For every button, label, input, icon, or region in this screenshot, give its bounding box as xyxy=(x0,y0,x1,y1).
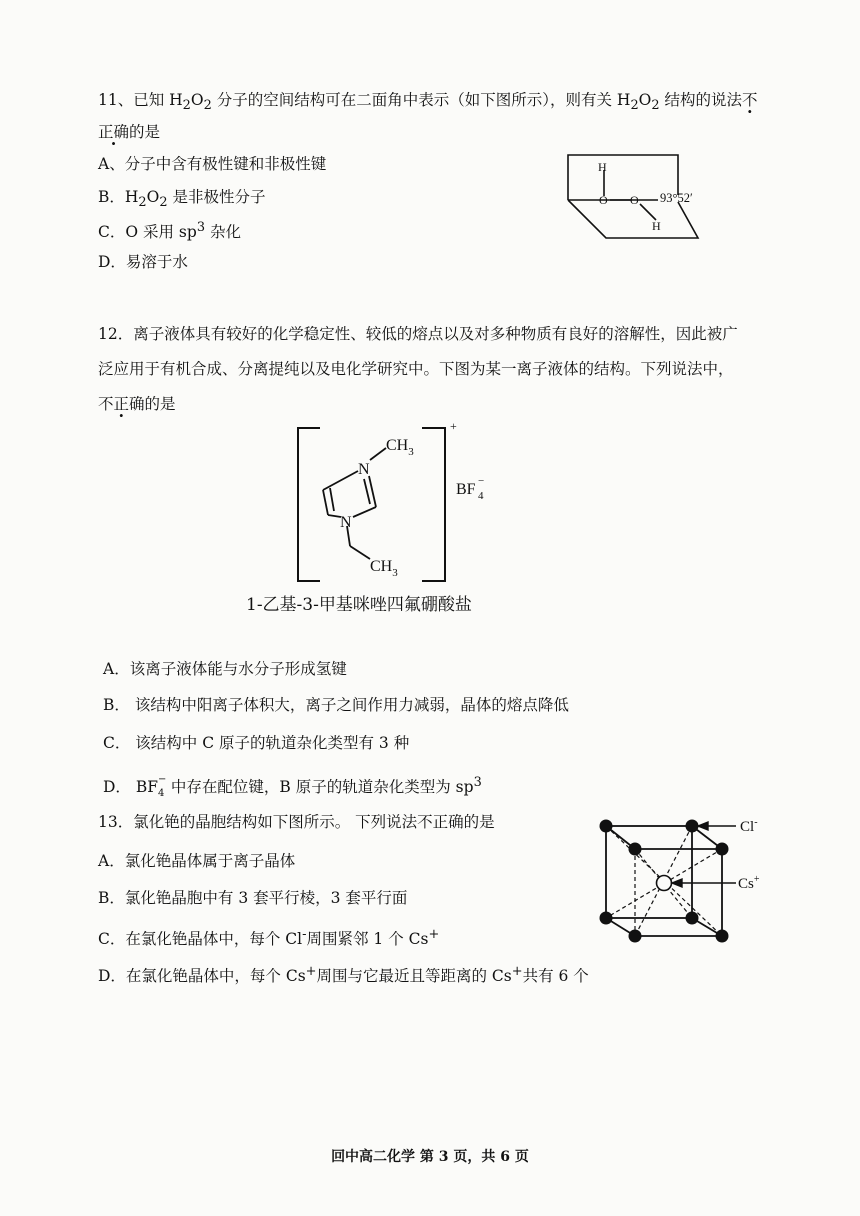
subscript: 2 xyxy=(182,98,191,114)
structure-caption: 1-乙基-3-甲基咪唑四氟硼酸盐 xyxy=(246,595,472,615)
cesium-label xyxy=(738,874,760,892)
q13-option-d xyxy=(98,966,589,985)
nitrogen-label: N xyxy=(340,514,352,531)
option-text: 周围与它最近且等距离的 Cs xyxy=(316,967,512,986)
superscript: - xyxy=(302,927,307,942)
q12-option-c: C． 该结构中 C 原子的轨道杂化类型有 3 种 xyxy=(103,734,410,752)
subscript: 4 xyxy=(478,490,484,502)
superscript: + xyxy=(428,927,440,942)
superscript: + xyxy=(753,874,760,885)
q11-stem-text: 的是 xyxy=(129,123,161,141)
q13-stem: 13．氯化铯的晶胞结构如下图所示。 下列说法不正确的是 xyxy=(98,813,495,831)
q12-stem-line1: 12．离子液体具有较好的化学稳定性、较低的熔点以及对多种物质有良好的溶解性，因此被广 xyxy=(98,325,738,343)
q11-stem xyxy=(98,93,758,113)
option-text: C．O 采用 sp xyxy=(98,223,197,242)
bf4-text: BF xyxy=(456,481,476,498)
q11-stem-text: 11、已知 H xyxy=(98,91,183,109)
page-footer: 回中高二化学 第 3 页，共 6 页 xyxy=(331,1149,529,1165)
ion-text: Cs xyxy=(738,876,754,892)
q11-stem-line2 xyxy=(98,125,160,141)
q12-option-a: A．该离子液体能与水分子形成氢键 xyxy=(103,660,347,678)
methyl-text: CH xyxy=(370,558,393,575)
q12-option-d xyxy=(103,774,482,800)
q13-option-a: A．氯化铯晶体属于离子晶体 xyxy=(98,852,296,870)
ionic-liquid-structure xyxy=(290,418,500,593)
q11-stem-text: O xyxy=(190,91,204,109)
q11-option-c xyxy=(98,222,241,241)
superscript: − xyxy=(478,475,485,487)
subscript: 3 xyxy=(408,446,414,458)
option-text: D． BF xyxy=(103,778,158,797)
q12-stem-line3 xyxy=(98,397,176,413)
methyl-label xyxy=(386,437,414,458)
emphasis-mark: 正确 xyxy=(98,123,130,141)
subscript: 2 xyxy=(138,195,147,211)
superscript: 3 xyxy=(196,220,206,235)
emphasis-mark: 不 xyxy=(742,91,758,109)
superscript: − xyxy=(158,774,167,786)
nitrogen-label: N xyxy=(358,461,370,478)
cscl-unit-cell-figure xyxy=(596,812,786,947)
q11-option-a: A、分子中含有极性键和非极性键 xyxy=(98,155,327,173)
q12-stem-line2: 泛应用于有机合成、分离提纯以及电化学研究中。下图为某一离子液体的结构。下列说法中， xyxy=(98,360,734,378)
emphasis-mark: 不正确 xyxy=(98,395,145,413)
superscript: + xyxy=(511,964,523,979)
option-text: O xyxy=(146,188,160,206)
subscript: 2 xyxy=(203,98,212,114)
superscript: - xyxy=(754,817,758,828)
o-atom-label: O xyxy=(599,193,608,207)
q11-stem-text: 结构的说法 xyxy=(659,91,743,109)
subscript: 4 xyxy=(158,788,165,800)
subscript: 2 xyxy=(630,98,639,114)
option-text: 周围紧邻 1 个 Cs xyxy=(306,930,429,949)
o-atom-label: O xyxy=(630,193,639,207)
subscript: 2 xyxy=(651,98,660,114)
q11-option-b xyxy=(98,190,266,210)
superscript: 3 xyxy=(473,775,482,790)
q12-option-b: B． 该结构中阳离子体积大，离子之间作用力减弱，晶体的熔点降低 xyxy=(103,696,569,714)
bf4-anion-label xyxy=(456,475,484,502)
q11-option-d: D．易溶于水 xyxy=(98,253,188,271)
option-text: 杂化 xyxy=(205,223,241,242)
option-text: 是非极性分子 xyxy=(167,188,266,206)
subscript: 3 xyxy=(392,567,398,579)
subscript: 2 xyxy=(159,195,168,211)
option-text: 共有 6 个 xyxy=(522,967,589,986)
bf4-scripts xyxy=(158,774,167,800)
q12-stem-text: 的是 xyxy=(144,395,176,413)
cation-charge: + xyxy=(450,419,457,433)
option-text: C．在氯化铯晶体中，每个 Cl xyxy=(98,930,303,949)
q11-stem-text: 分子的空间结构可在二面角中表示（如下图所示），则有关 H xyxy=(211,91,631,109)
methyl-text: CH xyxy=(386,437,409,454)
dihedral-angle-label: 93°52′ xyxy=(660,191,693,205)
q13-option-c xyxy=(98,929,439,948)
option-text: 中存在配位键，B 原子的轨道杂化类型为 sp xyxy=(166,778,474,797)
h2o2-dihedral-figure xyxy=(560,150,710,245)
h-atom-label: H xyxy=(598,160,607,174)
chloride-label xyxy=(740,817,758,835)
q11-stem-text: O xyxy=(638,91,652,109)
superscript: + xyxy=(305,964,317,979)
methyl-label xyxy=(370,558,398,579)
ion-text: Cl xyxy=(740,819,755,835)
option-text: D．在氯化铯晶体中，每个 Cs xyxy=(98,967,306,986)
h-atom-label: H xyxy=(652,219,661,233)
option-text: B．H xyxy=(98,188,139,206)
q13-option-b: B．氯化铯晶胞中有 3 套平行棱，3 套平行面 xyxy=(98,889,408,907)
